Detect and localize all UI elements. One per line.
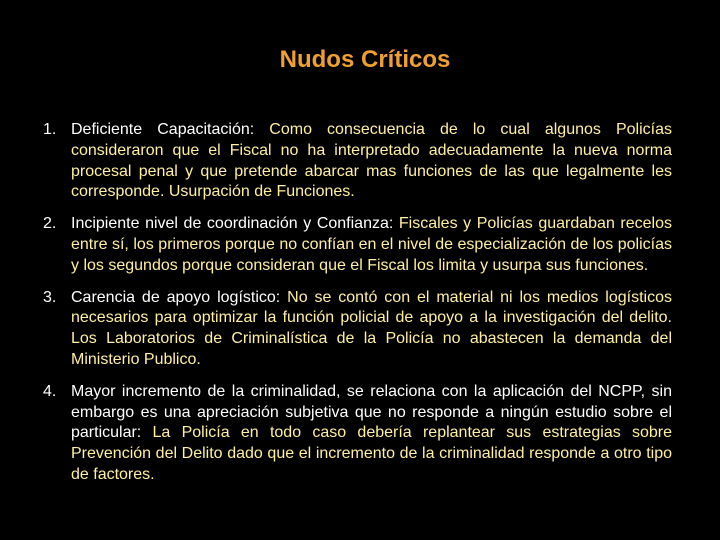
- critical-points-list: [40, 120, 672, 497]
- slide-title: Nudos Críticos: [279, 46, 451, 73]
- item-lead: Carencia de apoyo logístico:: [71, 288, 288, 306]
- item-text: La Policía en todo caso debería replantear sus estrategias sobre Prevención del Delito dado que el incremento de la criminalidad responde a otro tipo de factores.: [71, 424, 673, 483]
- item-lead: Deficiente Capacitación:: [71, 121, 270, 138]
- list-item-3: [40, 288, 672, 371]
- item-number: 2.: [43, 215, 57, 233]
- item-text: Fiscales y Policías guardaban recelos entre sí, los primeros porque no confían en el nivel de especialización de los policías y los segundos porque consideran que el Fiscal los limita y usurpa sus funciones.: [71, 215, 672, 274]
- item-lead: Mayor incremento de la criminalidad, se relaciona con la aplicación del NCPP, sin embargo es una apreciación subjetiva que no responde a ningún estudio sobre el particular:: [71, 382, 672, 442]
- item-text: Como consecuencia de lo cual algunos Policías consideraron que el Fiscal no ha interpretado adecuadamente la nueva norma procesal penal y que pretende abarcar mas funciones de las que legalmente les corresponde. Usurpación de Funciones.: [71, 121, 673, 201]
- list-item-4: [40, 382, 672, 486]
- item-number: 4.: [43, 382, 57, 400]
- item-number: 3.: [43, 288, 57, 306]
- item-number: 1.: [43, 121, 57, 138]
- item-text: No se contó con el material ni los medios logísticos necesarios para optimizar la función policial de apoyo a la investigación del delito. Los Laboratorios de Criminalística de la Policía no abastecen la demanda del Ministerio Publico.: [71, 288, 673, 368]
- item-lead: Incipiente nivel de coordinación y Confianza:: [71, 215, 399, 233]
- list-item-1: [40, 120, 672, 203]
- list-item-2: [40, 214, 672, 276]
